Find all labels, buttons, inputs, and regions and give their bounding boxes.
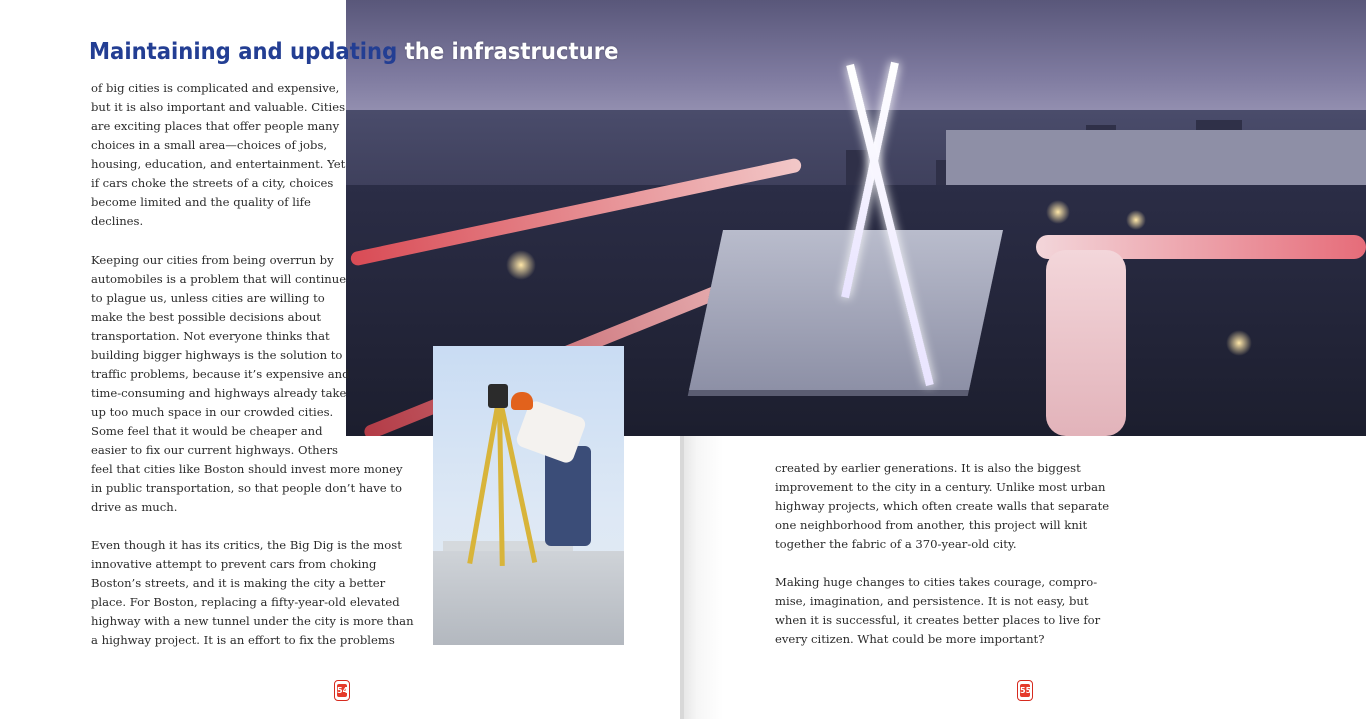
- text-line: mise, imagination, and persistence. It is not easy, but: [775, 594, 1089, 608]
- text-line: make the best possible decisions about: [91, 310, 322, 324]
- left-paragraph-2: [91, 251, 403, 517]
- title-part-1: Maintaining and updating: [89, 39, 398, 65]
- text-line: Even though it has its critics, the Big Dig is the most: [91, 538, 402, 552]
- spread-title: [89, 39, 619, 65]
- text-line: when it is successful, it creates better places to live for: [775, 613, 1101, 627]
- photo-concrete-wall: [433, 551, 624, 645]
- text-line: choices in a small area—choices of jobs,: [91, 138, 328, 152]
- text-line: of big cities is complicated and expensive,: [91, 81, 340, 95]
- text-line: building bigger highways is the solution to: [91, 348, 343, 362]
- surveyor-photo: [433, 346, 624, 645]
- page-number-right: [1017, 680, 1033, 701]
- text-line: Boston’s streets, and it is making the city a better: [91, 576, 386, 590]
- left-paragraph-1: [91, 79, 345, 231]
- text-line: improvement to the city in a century. Unlike most urban: [775, 480, 1106, 494]
- text-line: in public transportation, so that people don’t have to: [91, 481, 402, 495]
- text-line: transportation. Not everyone thinks that: [91, 329, 330, 343]
- text-line: created by earlier generations. It is also the biggest: [775, 461, 1081, 475]
- page-number-text: 55: [1020, 686, 1032, 695]
- text-line: Making huge changes to cities takes courage, compro-: [775, 575, 1098, 589]
- text-line: highway with a new tunnel under the city is more than: [91, 614, 414, 628]
- text-line: are exciting places that offer people many: [91, 119, 340, 133]
- text-line: time-consuming and highways already take: [91, 386, 347, 400]
- right-paragraph-1: [775, 459, 1109, 554]
- text-line: declines.: [91, 214, 144, 228]
- text-line: feel that cities like Boston should invest more money: [91, 462, 403, 476]
- text-line: housing, education, and entertainment. Yet: [91, 157, 346, 171]
- text-line: become limited and the quality of life: [91, 195, 311, 209]
- survey-instrument: [488, 384, 508, 408]
- text-line: automobiles is a problem that will continue: [91, 272, 347, 286]
- hard-hat: [511, 392, 533, 410]
- text-line: Keeping our cities from being overrun by: [91, 253, 334, 267]
- text-line: to plague us, unless cities are willing to: [91, 291, 325, 305]
- text-line: if cars choke the streets of a city, choices: [91, 176, 334, 190]
- text-line: easier to fix our current highways. Others: [91, 443, 338, 457]
- page-number-left: [334, 680, 350, 701]
- text-line: drive as much.: [91, 500, 178, 514]
- title-part-2: the infrastructure: [404, 39, 619, 65]
- page-number-text: 54: [337, 686, 349, 695]
- bridge-deck: [689, 230, 1003, 390]
- text-line: but it is also important and valuable. Cities: [91, 100, 346, 114]
- text-line: innovative attempt to prevent cars from choking: [91, 557, 377, 571]
- text-line: Some feel that it would be cheaper and: [91, 424, 323, 438]
- text-line: traffic problems, because it’s expensive and: [91, 367, 350, 381]
- left-paragraph-3: [91, 536, 414, 650]
- right-paragraph-2: [775, 573, 1100, 649]
- text-line: up too much space in our crowded cities.: [91, 405, 334, 419]
- text-line: one neighborhood from another, this project will knit: [775, 518, 1088, 532]
- text-line: highway projects, which often create walls that separate: [775, 499, 1110, 513]
- text-line: place. For Boston, replacing a fifty-year-old elevated: [91, 595, 400, 609]
- text-line: together the fabric of a 370-year-old city.: [775, 537, 1017, 551]
- text-line: every citizen. What could be more important?: [775, 632, 1045, 646]
- text-line: a highway project. It is an effort to fix the problems: [91, 633, 395, 647]
